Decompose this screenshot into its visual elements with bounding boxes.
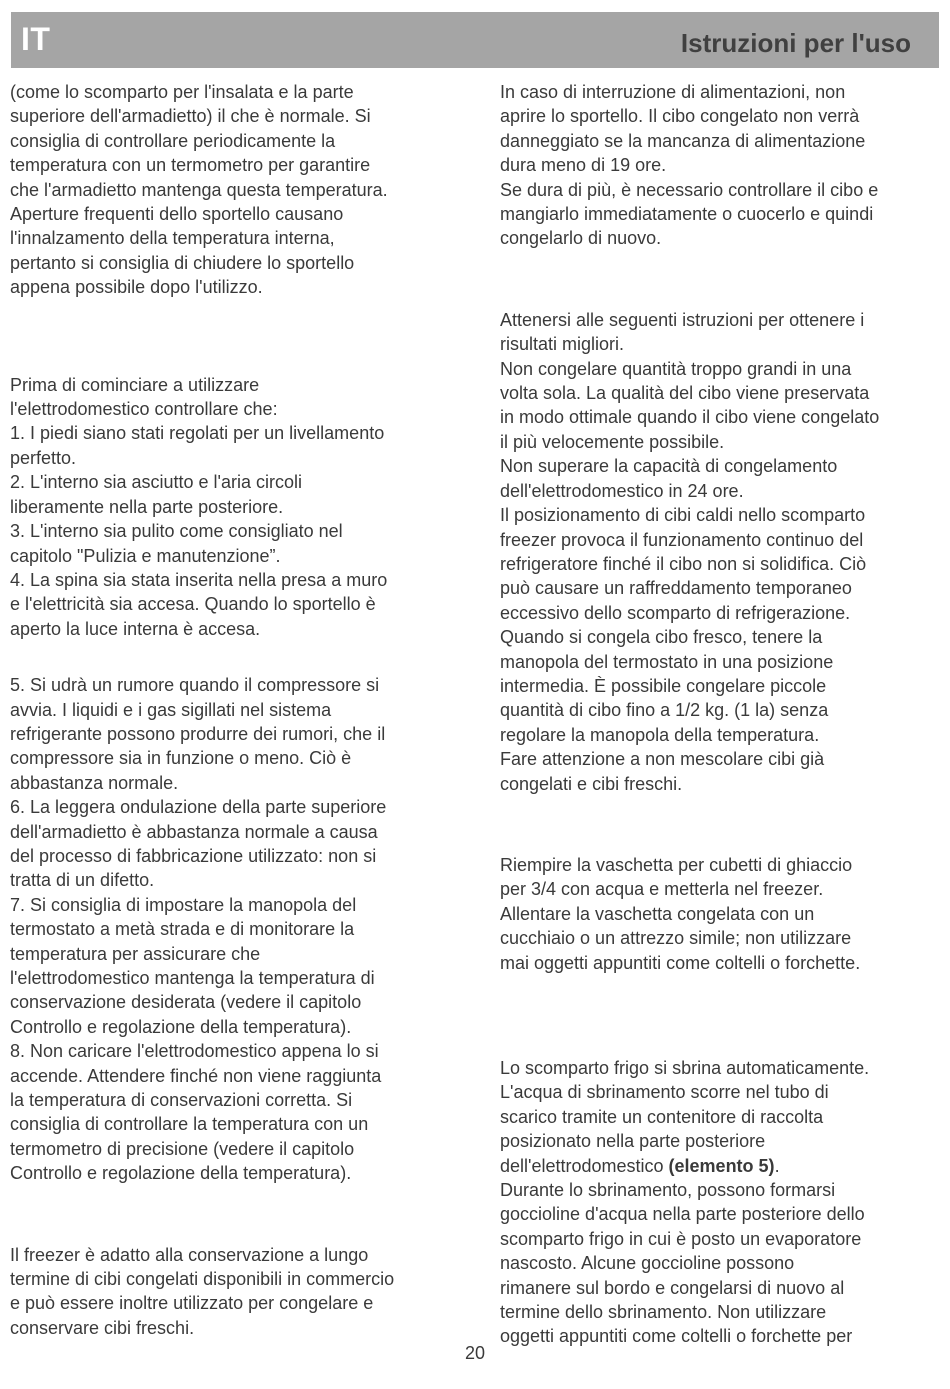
defrosting-paragraph bbox=[500, 1056, 940, 1349]
power-outage-paragraph: In caso di interruzione di alimentazioni, non aprire lo sportello. Il cibo congelato non verrà danneggiato se la mancanza di alimentazione dura meno di 19 ore. Se dura di più, è necessario controllare il cibo e mangiarlo immediatamente o cuocerlo e quindi congelarlo di nuovo. bbox=[500, 82, 879, 249]
page-header bbox=[11, 12, 939, 68]
defrosting-text-tail: . Durante lo sbrinamento, possono formarsi goccioline d'acqua nella parte posteriore dello scomparto frigo in cui è posto un evaporatore nascosto. Alcune goccioline possono rimanere sul bordo e congelarsi di nuovo al termine dello sbrinamento. Non utilizzare oggetti appuntiti come coltelli o forchette per bbox=[500, 1155, 865, 1347]
ice-tray-paragraph: Riempire la vaschetta per cubetti di ghiaccio per 3/4 con acqua e metterla nel freezer. Allentare la vaschetta congelata con un cucchiaio o un attrezzo simile; non utilizzare mai oggetti appuntiti come coltelli o forchette. bbox=[500, 854, 861, 973]
element-reference: (elemento 5) bbox=[668, 1155, 775, 1176]
document-title: Istruzioni per l'uso bbox=[680, 28, 911, 58]
freezer-suitability-paragraph: Il freezer è adatto alla conservazione a lungo termine di cibi congelati disponibili in commercio e può essere inoltre utilizzato per congelare e conservare cibi freschi. bbox=[10, 1244, 395, 1338]
pre-use-checklist-paragraph: Prima di cominciare a utilizzare l'elettrodomestico controllare che: 1. I piedi siano stati regolati per un livellamento perfetto. 2. L'interno sia asciutto e l'aria circoli liberamente nella parte posteriore. 3. L'interno sia pulito come consigliato nel capitolo "Pulizia e manutenzione”. 4. La spina sia stata inserita nella presa a muro e l'elettricità sia accesa. Quando lo sportello è aperto la luce interna è accesa. bbox=[10, 374, 388, 639]
language-code: IT bbox=[21, 21, 51, 57]
operation-notes-paragraph: 5. Si udrà un rumore quando il compressore si avvia. I liquidi e i gas sigillati nel sistema refrigerante possono produrre dei rumori, che il compressore sia in funzione o meno. Ciò è abbastanza normale. 6. La leggera ondulazione della parte superiore dell'armadietto è abbastanza normale a causa del processo di fabbricazione utilizzato: non si tratta di un difetto. 7. Si consiglia di impostare la manopola del termostato a metà strada e di monitorare la temperatura per assicurare che l'elettrodomestico mantenga la temperatura di conservazione desiderata (vedere il capitolo Controllo e regolazione della temperatura). 8. Non caricare l'elettrodomestico appena lo si accende. Attendere finché non viene raggiunta la temperatura di conservazioni corretta. Si consiglia di controllare la temperatura con un termometro di precisione (vedere il capitolo Controllo e regolazione della temperatura). bbox=[10, 675, 387, 1184]
temperature-check-paragraph: (come lo scomparto per l'insalata e la parte superiore dell'armadietto) il che è normale. Si consiglia di controllare periodicamente la temperatura con un termometro per garantire che l'armadietto mantenga questa temperatura. Aperture frequenti dello sportello causano l'innalzamento della temperatura interna, pertanto si consiglia di chiudere lo sportello appena possibile dopo l'utilizzo. bbox=[10, 82, 388, 298]
freezing-instructions-paragraph: Attenersi alle seguenti istruzioni per ottenere i risultati migliori. Non congelare quantità troppo grandi in una volta sola. La qualità del cibo viene preservata in modo ottimale quando il cibo viene congelato il più velocemente possibile. Non superare la capacità di congelamento dell'elettrodomestico in 24 ore. Il posizionamento di cibi caldi nello scomparto freezer provoca il funzionamento continuo del refrigeratore finché il cibo non si solidifica. Ciò può causare un raffreddamento temporaneo eccessivo dello scomparto di refrigerazione. Quando si congela cibo fresco, tenere la manopola del termostato in una posizione intermedia. È possibile congelare piccole quantità di cibo fino a 1/2 kg. (1 la) senza regolare la manopola della temperatura. Fare attenzione a non mescolare cibi già congelati e cibi freschi. bbox=[500, 309, 880, 794]
left-column bbox=[10, 80, 450, 1340]
right-column bbox=[500, 80, 940, 1349]
page-number: 20 bbox=[464, 1343, 486, 1363]
defrosting-text-lead: Lo scomparto frigo si sbrina automaticamente. L'acqua di sbrinamento scorre nel tubo di scarico tramite un contenitore di raccolta posizionato nella parte posteriore dell'elettrodomestico bbox=[500, 1058, 870, 1176]
